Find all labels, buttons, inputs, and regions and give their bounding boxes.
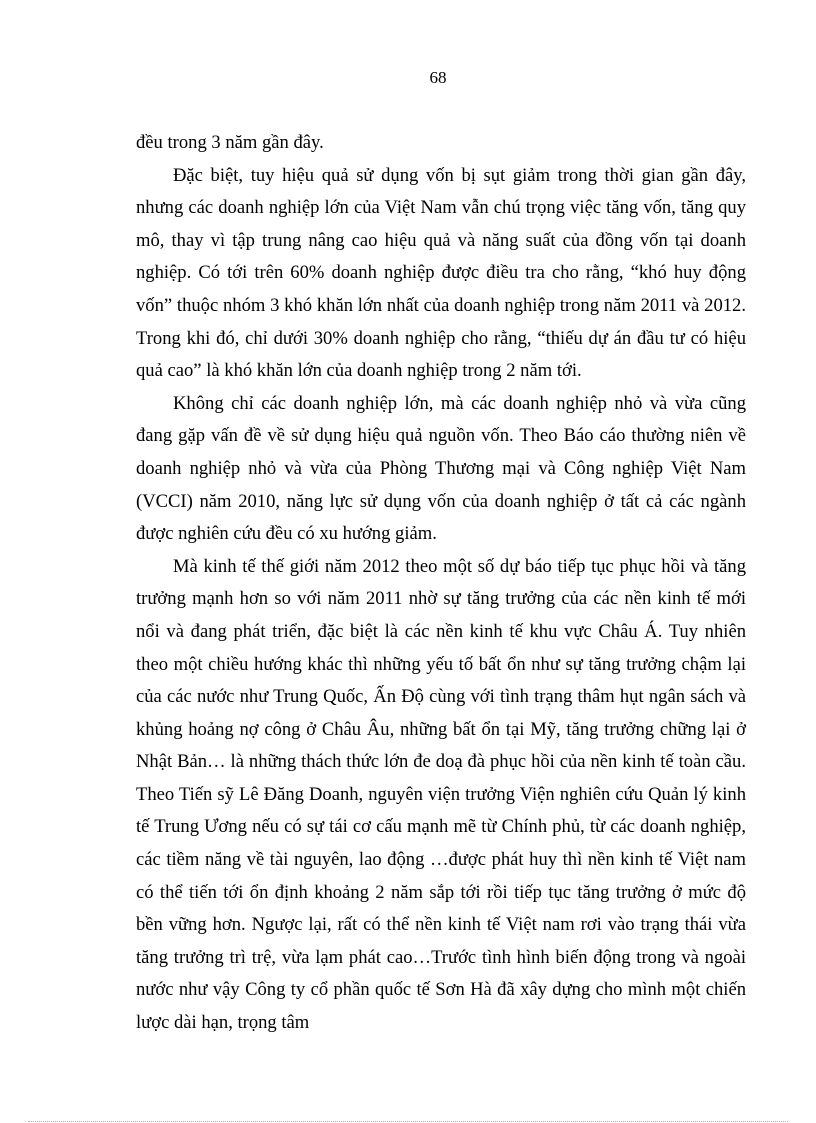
page-number: 68	[429, 68, 447, 87]
body-text	[136, 127, 746, 1040]
footer-dotted-rule	[28, 1121, 788, 1122]
paragraph-continuation: đều trong 3 năm gần đây.	[136, 132, 324, 153]
paragraph-capital-efficiency: Đặc biệt, tuy hiệu quả sử dụng vốn bị sụt giảm trong thời gian gần đây, nhưng các doanh nghiệp lớn của Việt Nam vẫn chú trọng việc tăng vốn, tăng quy mô, thay vì tập trung nâng cao hiệu quả và năng suất của đồng vốn tại doanh nghiệp. Có tới trên 60% doanh nghiệp được điều tra cho rằng, “khó huy động vốn” thuộc nhóm 3 khó khăn lớn nhất của doanh nghiệp trong năm 2011 và 2012. Trong khi đó, chỉ dưới 30% doanh nghiệp cho rằng, “thiếu dự án đầu tư có hiệu quả cao” là khó khăn lớn của doanh nghiệp trong 2 năm tới.	[136, 164, 746, 382]
paragraph-world-economy: Mà kinh tế thế giới năm 2012 theo một số dự báo tiếp tục phục hồi và tăng trưởng mạnh hơn so với năm 2011 nhờ sự tăng trưởng của các nền kinh tế mới nổi và đang phát triển, đặc biệt là các nền kinh tế khu vực Châu Á. Tuy nhiên theo một chiều hướng khác thì những yếu tố bất ổn như sự tăng trưởng chậm lại của các nước như Trung Quốc, Ấn Độ cùng với tình trạng thâm hụt ngân sách và khủng hoảng nợ công ở Châu Âu, những bất ổn tại Mỹ, tăng trưởng chững lại ở Nhật Bản… là những thách thức lớn đe doạ đà phục hồi của nền kinh tế toàn cầu. Theo Tiến sỹ Lê Đăng Doanh, nguyên viện trưởng Viện nghiên cứu Quản lý kinh tế Trung Ương nếu có sự tái cơ cấu mạnh mẽ từ Chính phủ, từ các doanh nghiệp, các tiềm năng về tài nguyên, lao động …được phát huy thì nền kinh tế Việt nam có thể tiến tới ổn định khoảng 2 năm sắp tới rồi tiếp tục tăng trưởng ở mức độ bền vững hơn. Ngược lại, rất có thể nền kinh tế Việt nam rơi vào trạng thái vừa tăng trưởng trì trệ, vừa lạm phát cao…Trước tình hình biến động trong và ngoài nước như vậy Công ty cổ phần quốc tế Sơn Hà đã xây dựng cho mình một chiến lược dài hạn, trọng tâm	[136, 555, 746, 1034]
paragraph-sme-capital: Không chỉ các doanh nghiệp lớn, mà các doanh nghiệp nhỏ và vừa cũng đang gặp vấn đề về sử dụng hiệu quả nguồn vốn. Theo Báo cáo thường niên về doanh nghiệp nhỏ và vừa của Phòng Thương mại và Công nghiệp Việt Nam (VCCI) năm 2010, năng lực sử dụng vốn của doanh nghiệp ở tất cả các ngành được nghiên cứu đều có xu hướng giảm.	[136, 392, 746, 545]
